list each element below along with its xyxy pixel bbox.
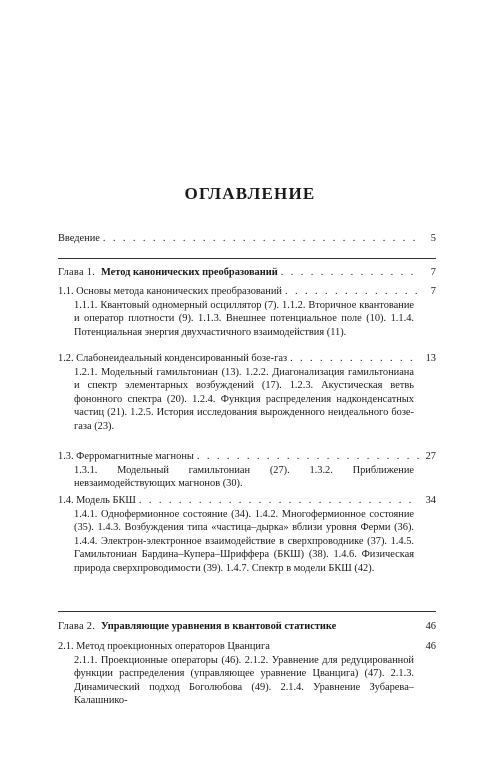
- chapter-title: Управляющие уравнения в квантовой статистике: [101, 621, 337, 632]
- toc-page-number: 7: [430, 267, 436, 278]
- toc-intro[interactable]: [58, 232, 436, 246]
- toc-page-number: 46: [425, 641, 436, 652]
- toc-entry-label: 1.2. Слабонеидеальный конденсированный бозе-газ: [58, 353, 288, 364]
- toc-chapter-2[interactable]: [58, 620, 436, 634]
- dot-leader: [103, 232, 419, 246]
- divider: [58, 611, 436, 612]
- toc-entry-label: 1.3. Ферромагнитные магноны: [58, 451, 194, 462]
- toc-page-number: 7: [430, 286, 436, 297]
- toc-entry-label: 1.1. Основы метода канонических преобразований: [58, 286, 282, 297]
- toc-page-number: 5: [430, 233, 436, 244]
- toc-chapter-1[interactable]: [58, 266, 436, 280]
- toc-subsection-list: 1.2.1. Модельный гамильтониан (13). 1.2.2. Диагонализация гамильтониана и спектр элементарных возбуждений (17). 1.2.3. Акустическая ветвь фононного спектра (20). 1.2.4. Функция распределения надконденсатных частиц (21). 1.2.5. История исследования вырожденного неидеального бозе-газа (23).: [74, 366, 414, 432]
- toc-subsection-list: 1.1.1. Квантовый одномерный осциллятор (7). 1.1.2. Вторичное квантование и оператор плотности (9). 1.1.3. Внешнее потенциальное поле (10). 1.1.4. Потенциальная энергия двухчастичного взаимодействия (11).: [74, 299, 414, 338]
- chapter-prefix: Глава 2.: [58, 621, 96, 632]
- page-title: ОГЛАВЛЕНИЕ: [184, 184, 316, 203]
- dot-leader: [285, 285, 419, 299]
- divider: [58, 258, 436, 259]
- toc-entry-label: 1.4. Модель БКШ: [58, 495, 136, 506]
- dot-leader: [281, 266, 419, 280]
- toc-page-number: 34: [425, 495, 436, 506]
- toc-page-number: 13: [425, 353, 436, 364]
- toc-subsection-list: 2.1.1. Проекционные операторы (46). 2.1.2. Уравнение для редуцированной функции распределения (управляющее уравнение Цванцига) (47). 2.1.3. Динамический подход Боголюбова (49). 2.1.4. Уравнение Зубарева–Калашнико-: [74, 654, 414, 707]
- toc-page-number: 27: [425, 451, 436, 462]
- toc-subsection-list: 1.4.1. Однофермионное состояние (34). 1.4.2. Многофермионное состояние (35). 1.4.3. Возбуждения типа «частица–дырка» вблизи уровня Ферми (36). 1.4.4. Электрон-электронное взаимодействие в сверхпроводнике (37). 1.4.5. Гамильтониан Бардина–Купера–Шриффера (БКШ) (38). 1.4.6. Физическая природа сверхпроводимости (39). 1.4.7. Спектр в модели БКШ (42).: [74, 508, 414, 574]
- toc-page-number: 46: [425, 621, 436, 632]
- toc-entry-label: Введение: [58, 233, 100, 244]
- toc-section-1-3[interactable]: [58, 450, 436, 491]
- toc-section-2-1[interactable]: [58, 640, 436, 708]
- dot-leader: [139, 494, 419, 508]
- dot-leader: [290, 352, 419, 366]
- toc-entry-label: 2.1. Метод проекционных операторов Цванцига: [58, 641, 270, 652]
- toc-section-1-4[interactable]: [58, 494, 436, 576]
- toc-subsection-list: 1.3.1. Модельный гамильтониан (27). 1.3.2. Приближение невзаимодействующих магнонов (30).: [74, 464, 414, 490]
- toc-section-1-2[interactable]: [58, 352, 436, 434]
- toc-section-1-1[interactable]: [58, 285, 436, 339]
- chapter-title: Метод канонических преобразований: [101, 267, 278, 278]
- chapter-prefix: Глава 1.: [58, 267, 96, 278]
- dot-leader: [197, 450, 419, 464]
